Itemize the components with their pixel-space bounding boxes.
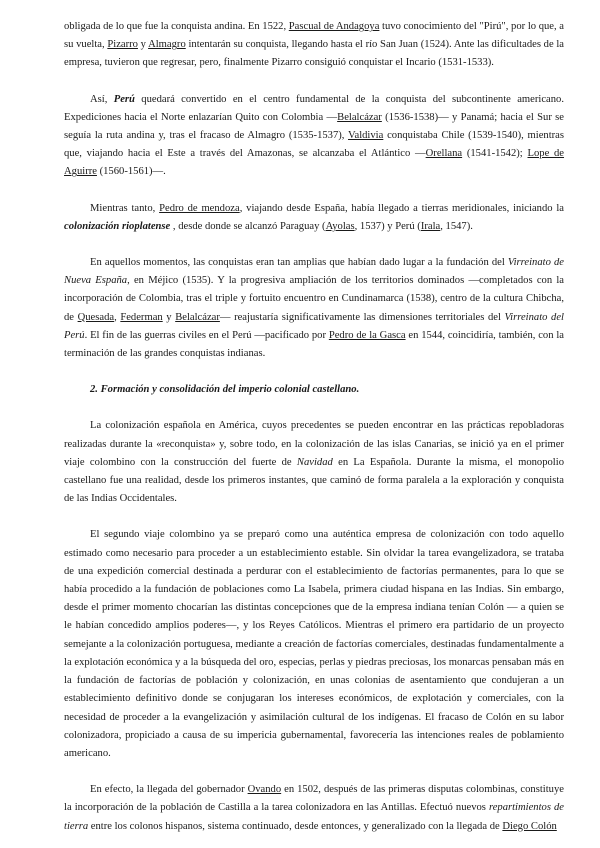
paragraph-rioplatense <box>64 200 564 236</box>
link-federman[interactable]: Federman <box>120 311 163 323</box>
text: En aquellos momentos, las conquistas eran tan amplias que habían dado lugar a la fundación del <box>90 257 508 269</box>
text: La colonización española en América, cuyos precedentes se pueden encontrar en las prácticas repobladoras realizadas durante la «reconquista» y, sobre todo, en la colonización de las islas Canarias, se inició ya en el primer viaje colombino con la construcción del fuerte de <box>64 420 564 468</box>
link-almagro[interactable]: Almagro <box>148 39 186 51</box>
text: , 1537) y Perú ( <box>354 220 421 232</box>
emphasis-virreinato-nueva-espana: Virreinato de Nueva España <box>64 257 564 287</box>
text: quedará convertido en el centro fundamental de la conquista del subcontinente americano. Expediciones hacia el Norte enlazarían Quito con Colombia — <box>64 93 564 123</box>
text: intentarán su conquista, llegando hasta el río San Juan (1524). Ante las dificultades de la empresa, tuvieron que regresar, pero, finalmente Pizarro consiguió conquistar el Incario (1531-1533). <box>64 39 565 69</box>
text: conquistaba Chile (1539-1540), mientras que, viajando hacia el Este a través del Amazonas, se alcanzaba el Atlántico — <box>64 130 564 160</box>
text: , <box>114 311 121 323</box>
text: en 1502, después de las primeras disputas colombinas, constituye la incorporación de la población de Castilla a la tarea colonizadora en las Antillas. Efectuó nuevos <box>64 784 564 814</box>
link-orellana[interactable]: Orellana <box>425 148 463 160</box>
paragraph-colonizacion-espanola <box>64 417 564 508</box>
text: obligada de lo que fue la conquista andina. En 1522, <box>64 21 289 32</box>
text: y <box>162 311 176 323</box>
link-diego-colon[interactable]: Diego Colón <box>502 820 557 832</box>
text: , viajando desde España, había llegado a tierras meridionales, iniciando la <box>239 202 564 214</box>
text: El segundo viaje colombino ya se preparó como una auténtica empresa de colonización con todo aquello estimado como necesario para proceder a un establecimiento estable. Sin olvidar la tarea evangelizadora, se trataba de una expedición comercial destinada a perdurar con el establecimiento de factorías permanentes, para lo que se había procedido a la fundación de poblaciones como La Isabela, primera ciudad hispana en las Indias. Sin embargo, desde el primer momento chocarían las distintas concepciones que de la empresa indiana tenían Colón — a quien se le habían concedido amplios poderes—, y los Reyes Católicos. Mientras el primero era partidario de un proyecto semejante a la colonización portuguesa, mediante a creación de factorías comerciales, destinadas fundamentalmente a la explotación económica y a la búsqueda del oro, especias, perlas y piedras preciosas, los monarcas pensaban más en la fundación de factorías de población y colonización, en unas colonias de asentamiento que condujeran a un establecimiento definitivo donde se conjugaran los intereses económicos, de explotación y comerciales, con la necesidad de proceder a la evangelización y asimilación cultural de los indígenas. El fracaso de Colón en su labor colonizadora, propiciado a causa de su impericia gubernamental, favorecería las intenciones reales de poblamiento americano. <box>64 529 564 759</box>
text: En efecto, la llegada del gobernador <box>90 784 248 796</box>
paragraph-peru-center <box>64 91 564 182</box>
text: en La Española. Durante la misma, el monopolio castellano fue una realidad, desde los primeros instantes, que caminó de forma paralela a la exploración y conquista de las Indias Occidentales. <box>64 456 564 505</box>
text: en 1544, coincidiría, también, con la terminación de las grandes conquistas indianas. <box>64 329 564 360</box>
link-ovando[interactable]: Ovando <box>247 784 282 796</box>
text: , desde donde se alcanzó Paraguay ( <box>170 220 326 232</box>
text: . El fin de las guerras civiles en el Perú —pacificado por <box>84 329 329 341</box>
text: Mientras tanto, <box>90 202 160 214</box>
link-irala[interactable]: Irala <box>420 220 441 232</box>
emphasis-colonizacion-rioplatense: colonización rioplatense <box>64 220 171 232</box>
emphasis-peru: Perú <box>113 93 135 105</box>
link-valdivia[interactable]: Valdivia <box>348 130 384 142</box>
paragraph-andean-conquest <box>64 18 564 73</box>
link-pizarro[interactable]: Pizarro <box>107 39 138 51</box>
link-quesada[interactable]: Quesada <box>77 311 115 323</box>
text: — reajustaría significativamente las dimensiones territoriales del <box>219 311 505 323</box>
paragraph-segundo-viaje <box>64 526 564 763</box>
section-heading: 2. Formación y consolidación del imperio colonial castellano. <box>90 384 360 396</box>
text: entre los colonos hispanos, sistema continuado, desde entonces, y generalizado con la llegada de <box>88 820 503 832</box>
link-pedro-de-mendoza[interactable]: Pedro de mendoza <box>159 202 240 214</box>
link-pedro-de-la-gasca[interactable]: Pedro de la Gasca <box>328 329 406 341</box>
emphasis-navidad: Navidad <box>296 456 333 468</box>
text: , 1547). <box>440 220 473 232</box>
text: , en Méjico (1535). Y la progresiva ampliación de los territorios dominados —completados con la incorporación de Colombia, tras el triple y fortuito encuentro en Cundinamarca (1538), centro de la cultura Chibcha, de <box>64 275 564 323</box>
emphasis-repartimientos: repartimientos de tierra <box>64 802 565 832</box>
link-belalcazar-2[interactable]: Belalcázar <box>175 311 220 323</box>
text: tuvo conocimiento del "Pirú", por lo que, a su vuelta, <box>64 21 565 51</box>
text: (1536-1538)— y Panamá; hacia el Sur se seguía la ruta andina y, tras el fracaso de Almagro (1535-1537), <box>64 111 564 142</box>
text: y <box>137 39 149 51</box>
text: (1541-1542); <box>462 148 528 160</box>
emphasis-virreinato-peru: Virreinato del Perú <box>64 311 564 341</box>
link-pascual-de-andagoya[interactable]: Pascual de Andagoya <box>288 21 380 32</box>
link-lope-de-aguirre[interactable]: Lope de Aguirre <box>64 148 565 178</box>
link-belalcazar[interactable]: Belalcázar <box>337 111 382 123</box>
text: (1560-1561)—. <box>96 166 166 178</box>
paragraph-virreinatos <box>64 254 564 363</box>
text: Así, <box>90 93 114 105</box>
paragraph-ovando <box>64 781 564 836</box>
link-ayolas[interactable]: Ayolas <box>325 220 355 232</box>
